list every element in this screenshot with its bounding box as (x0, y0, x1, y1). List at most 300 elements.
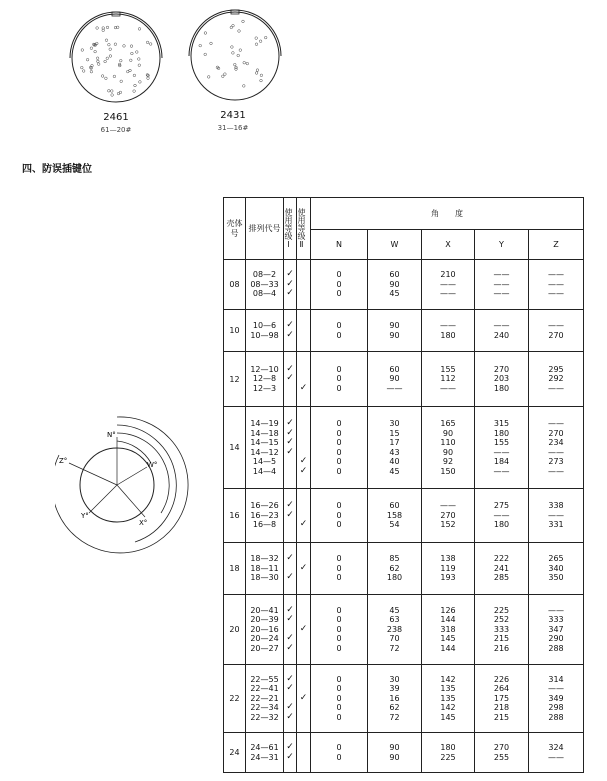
cell-code-value: 08—4 (252, 289, 277, 299)
cell-n-value: 0 (336, 419, 342, 428)
header-col-x: X (422, 230, 475, 260)
cell-z-value: 288 (548, 712, 564, 722)
contact-pin (222, 75, 225, 78)
cell-x (422, 352, 475, 407)
table-row (224, 310, 584, 352)
cell-y-value: 255 (493, 752, 510, 762)
cell-code-value: 22—41 (250, 684, 279, 694)
contact-pin (119, 91, 122, 94)
cell-x-value: —— (440, 501, 456, 511)
cell-x-value: 119 (440, 563, 456, 573)
cell-g2-value: ✓ (299, 382, 308, 393)
cell-y-value: 184 (493, 457, 510, 466)
cell-n (311, 665, 368, 733)
cell-x-value: 112 (440, 374, 456, 384)
contact-pin (264, 36, 267, 39)
cell-z (529, 489, 584, 543)
cell-g2-value (297, 331, 310, 341)
cell-g1-value: ✓ (286, 269, 294, 280)
cell-n-value: 0 (336, 321, 342, 330)
contact-pin (81, 49, 84, 52)
contact-pin (136, 51, 139, 54)
cell-w-value: 72 (389, 712, 400, 722)
cell-n-value: 0 (336, 684, 342, 694)
cell-x-value: 92 (442, 457, 454, 466)
contact-pin (106, 57, 109, 60)
cell-w-value: 90 (389, 743, 400, 752)
contact-pin (134, 84, 137, 87)
cell-n-value: 0 (336, 624, 342, 634)
cell-g2 (297, 543, 311, 595)
angle-label-n: N° (107, 431, 116, 439)
cell-w-value: 238 (386, 624, 403, 634)
cell-g1 (284, 352, 297, 407)
cell-g1-value (284, 384, 296, 394)
table-row (224, 595, 584, 665)
cell-w-value: 60 (389, 270, 400, 280)
cell-z (529, 310, 584, 352)
cell-y (475, 352, 529, 407)
cell-y-value: 180 (493, 520, 510, 530)
cell-code-value: 24—31 (250, 752, 279, 762)
cell-x-value: 135 (440, 684, 456, 694)
contact-pin (104, 60, 107, 63)
cell-code-value: 14—12 (250, 447, 279, 457)
cell-n-value: 0 (336, 554, 342, 564)
cell-n-value: 0 (336, 703, 342, 713)
contact-pin (204, 32, 207, 35)
contact-pin (235, 68, 238, 71)
cell-x-value: 180 (440, 330, 456, 340)
connector-2461-spec: 61—20# (100, 126, 132, 134)
cell-x (422, 733, 475, 773)
cell-g2-value: ✓ (299, 519, 308, 530)
contact-pin (238, 30, 241, 33)
cell-w-value: 16 (389, 693, 400, 703)
contact-pin (133, 74, 136, 77)
contact-pin (108, 90, 111, 93)
contact-pin (242, 20, 245, 23)
cell-x-value: —— (440, 321, 456, 330)
cell-y (475, 595, 529, 665)
contact-pin (114, 43, 117, 46)
cell-shell-size: 10 (224, 310, 246, 352)
cell-code-value: 14—5 (252, 457, 277, 466)
cell-n-value: 0 (336, 279, 342, 289)
contact-pin (243, 61, 246, 64)
cell-n-value: 0 (336, 374, 342, 384)
cell-z-value: 295 (548, 364, 564, 374)
cell-n (311, 595, 368, 665)
cell-g1-value: ✓ (286, 553, 294, 564)
cell-y-value: —— (493, 447, 510, 457)
cell-n (311, 489, 368, 543)
contact-pin (120, 59, 123, 62)
section-title: 四、防误插键位 (22, 164, 92, 175)
cell-y-value: —— (493, 279, 510, 289)
cell-n (311, 260, 368, 310)
contact-pin (96, 27, 99, 30)
contact-pin (246, 62, 249, 65)
cell-y (475, 543, 529, 595)
cell-z-value: —— (548, 321, 564, 330)
contact-pin (108, 43, 111, 46)
cell-g2 (297, 489, 311, 543)
contact-pin (255, 37, 258, 40)
cell-x-value: 126 (440, 605, 456, 615)
cell-z-value: —— (548, 279, 564, 289)
table-row (224, 352, 584, 407)
cell-y-value: 216 (493, 643, 510, 653)
cell-g1-value: ✓ (286, 702, 294, 713)
cell-y-value: 225 (493, 605, 510, 615)
cell-w-value: 39 (389, 684, 400, 694)
cell-g1-value (284, 467, 296, 477)
contact-pin (111, 90, 114, 93)
cell-z-value: 347 (548, 624, 564, 634)
cell-y-value: 222 (493, 554, 510, 564)
cell-z-value: 333 (548, 615, 564, 625)
cell-g1-value: ✓ (286, 711, 294, 722)
contact-pin (86, 58, 89, 61)
header-arrangement: 排列代号 (246, 198, 284, 260)
cell-g1-value: ✓ (286, 751, 294, 762)
cell-z-value: —— (548, 605, 564, 615)
cell-y-value: 275 (493, 501, 510, 511)
contact-pin (94, 50, 97, 53)
cell-y-value: 180 (493, 428, 510, 438)
cell-g1-value: ✓ (286, 500, 294, 511)
cell-y-value: 226 (493, 674, 510, 684)
cell-g1 (284, 595, 297, 665)
cell-x-value: 165 (440, 419, 456, 428)
cell-w-value: 72 (389, 643, 400, 653)
cell-y-value: 175 (493, 693, 510, 703)
cell-n-value: 0 (336, 520, 342, 530)
cell-w-value: 40 (389, 457, 400, 466)
cell-w (368, 733, 422, 773)
contact-pin (204, 53, 207, 56)
cell-x-value: 144 (440, 615, 456, 625)
cell-code-value: 16—8 (252, 520, 277, 530)
cell-n-value: 0 (336, 712, 342, 722)
header-col-z: Z (529, 230, 584, 260)
cell-y-value: 180 (493, 383, 510, 393)
cell-x (422, 489, 475, 543)
contact-pin (82, 70, 85, 73)
cell-w-value: 30 (389, 674, 400, 684)
cell-x-value: 142 (440, 703, 456, 713)
cell-code (246, 543, 284, 595)
cell-z-value: —— (548, 270, 564, 280)
contact-pin (117, 92, 120, 95)
cell-g2 (297, 595, 311, 665)
table-row (224, 543, 584, 595)
contact-pin (130, 59, 133, 62)
cell-shell-size: 24 (224, 733, 246, 773)
cell-code-value: 22—21 (250, 693, 279, 703)
cell-code-value: 14—4 (252, 466, 277, 476)
cell-y-value: 241 (493, 563, 510, 573)
header-angle: 角 度 (311, 198, 584, 230)
cell-g1-value: ✓ (286, 373, 294, 384)
contact-pin (210, 42, 213, 45)
cell-code-value: 22—34 (250, 703, 279, 713)
cell-z-value: —— (548, 419, 564, 428)
contact-pin (96, 57, 99, 60)
cell-w (368, 489, 422, 543)
cell-code-value: 22—32 (250, 712, 279, 722)
cell-w-value: 30 (389, 419, 400, 428)
cell-x (422, 595, 475, 665)
contact-pin (97, 63, 100, 66)
cell-z-value: 290 (548, 634, 564, 644)
cell-shell-size: 12 (224, 352, 246, 407)
cell-z-value: 314 (548, 674, 564, 684)
cell-code-value: 14—15 (250, 438, 279, 447)
cell-y-value: —— (493, 321, 510, 330)
cell-n-value: 0 (336, 466, 342, 476)
contact-pin (130, 45, 133, 48)
contact-pin (232, 52, 235, 55)
contact-pin (123, 45, 126, 48)
cell-z-value: 298 (548, 703, 564, 713)
cell-z-value: —— (548, 289, 564, 299)
cell-g1-value: ✓ (286, 288, 294, 299)
cell-y (475, 489, 529, 543)
contact-pin (138, 64, 141, 67)
cell-g1 (284, 665, 297, 733)
cell-code-value: 20—24 (250, 634, 279, 644)
cell-w-value: 90 (389, 279, 400, 289)
cell-g1-value: ✓ (286, 363, 294, 374)
table-row (224, 665, 584, 733)
cell-n-value: 0 (336, 634, 342, 644)
cell-g2 (297, 407, 311, 489)
cell-code-value: 14—18 (250, 428, 279, 438)
contact-pin (90, 47, 93, 50)
cell-w-value: 43 (389, 447, 400, 457)
cell-z-value: —— (548, 447, 564, 457)
cell-w-value: 90 (389, 321, 400, 330)
table-row (224, 733, 584, 773)
cell-x-value: 150 (440, 466, 456, 476)
cell-g1-value: ✓ (286, 446, 294, 457)
contact-pin (81, 66, 84, 69)
cell-g2 (297, 310, 311, 352)
cell-code-value: 16—23 (250, 510, 279, 520)
contact-pin (224, 73, 227, 76)
cell-g1-value: ✓ (286, 742, 294, 752)
cell-g2 (297, 260, 311, 310)
cell-z-value: 350 (548, 573, 564, 583)
cell-code-value: 20—27 (250, 643, 279, 653)
cell-n-value: 0 (336, 563, 342, 573)
contact-pin (147, 74, 150, 77)
contact-pin (234, 63, 237, 66)
cell-w-value: 62 (389, 703, 400, 713)
cell-w (368, 310, 422, 352)
cell-w (368, 407, 422, 489)
cell-w (368, 543, 422, 595)
contact-pin (106, 26, 109, 29)
cell-n (311, 310, 368, 352)
keying-angle-diagram (55, 415, 195, 560)
cell-w-value: 70 (389, 634, 400, 644)
cell-g2-value (297, 573, 310, 583)
contact-pin (255, 43, 258, 46)
cell-y-value: 218 (493, 703, 510, 713)
cell-g1 (284, 407, 297, 489)
cell-n-value: 0 (336, 693, 342, 703)
cell-w-value: 45 (389, 289, 400, 299)
cell-y-value: —— (493, 270, 510, 280)
cell-shell-size: 08 (224, 260, 246, 310)
cell-g1 (284, 260, 297, 310)
cell-code (246, 733, 284, 773)
cell-g1-value: ✓ (286, 320, 294, 330)
cell-shell-size: 22 (224, 665, 246, 733)
contact-pin (256, 69, 259, 72)
contact-pin (149, 43, 152, 46)
connector-2431-face (183, 4, 287, 108)
cell-x (422, 407, 475, 489)
cell-g1 (284, 310, 297, 352)
contact-pin (138, 58, 141, 61)
header-col-n: N (311, 230, 368, 260)
cell-shell-size: 18 (224, 543, 246, 595)
header-grade-2: 使用等级Ⅱ (297, 208, 306, 249)
cell-w-value: 90 (389, 374, 400, 384)
cell-g1-value: ✓ (286, 642, 294, 653)
cell-y-value: 215 (493, 634, 510, 644)
contact-pin (243, 85, 246, 88)
cell-code-value: 10—6 (252, 321, 277, 330)
cell-x (422, 260, 475, 310)
cell-n (311, 543, 368, 595)
cell-z (529, 733, 584, 773)
cell-n-value: 0 (336, 643, 342, 653)
cell-y (475, 665, 529, 733)
cell-y (475, 407, 529, 489)
keying-angle-table (223, 197, 584, 773)
cell-z-value: —— (548, 684, 564, 694)
cell-w (368, 665, 422, 733)
cell-g2-value: ✓ (299, 456, 308, 466)
contact-pin (113, 75, 116, 78)
angle-label-w: W° (147, 461, 158, 469)
contact-pin (133, 90, 136, 93)
cell-w-value: 17 (389, 438, 400, 447)
table-row (224, 407, 584, 489)
contact-pin (111, 94, 114, 97)
cell-code (246, 665, 284, 733)
contact-pin (109, 48, 112, 51)
cell-g1-value: ✓ (286, 437, 294, 447)
contact-pin (260, 74, 263, 77)
cell-y-value: 252 (493, 615, 510, 625)
cell-x-value: 270 (440, 510, 456, 520)
cell-n-value: 0 (336, 270, 342, 280)
cell-z-value: 270 (548, 428, 564, 438)
cell-w-value: 15 (389, 428, 400, 438)
cell-shell-size: 14 (224, 407, 246, 489)
cell-w-value: 54 (389, 520, 400, 530)
cell-g1-value: ✓ (286, 673, 294, 684)
cell-w (368, 595, 422, 665)
cell-code-value: 20—39 (250, 615, 279, 625)
cell-g1 (284, 489, 297, 543)
cell-y-value: 333 (493, 624, 510, 634)
cell-n-value: 0 (336, 438, 342, 447)
cell-code-value: 18—30 (250, 573, 279, 583)
cell-g2 (297, 733, 311, 773)
contact-pin (207, 76, 210, 79)
cell-code (246, 352, 284, 407)
contact-pin (127, 70, 130, 73)
contact-pin (232, 24, 235, 27)
cell-n (311, 352, 368, 407)
cell-code-value: 10—98 (250, 330, 279, 340)
contact-pin (138, 28, 141, 31)
cell-z-value: 324 (548, 743, 564, 752)
cell-z (529, 665, 584, 733)
cell-x-value: —— (440, 289, 456, 299)
cell-w-value: 158 (386, 510, 403, 520)
contact-pin (109, 55, 112, 58)
cell-z-value: 288 (548, 643, 564, 653)
cell-n-value: 0 (336, 447, 342, 457)
cell-n-value: 0 (336, 510, 342, 520)
contact-pin (260, 79, 263, 82)
cell-w-value: 60 (389, 501, 400, 511)
cell-g1-value: ✓ (286, 633, 294, 644)
cell-z-value: —— (548, 383, 564, 393)
cell-n-value: 0 (336, 752, 342, 762)
cell-g2-value (297, 289, 310, 299)
cell-n (311, 733, 368, 773)
cell-y (475, 310, 529, 352)
cell-z (529, 352, 584, 407)
cell-z-value: 234 (548, 438, 564, 447)
cell-x (422, 543, 475, 595)
cell-g2-value (297, 753, 310, 763)
cell-g1 (284, 543, 297, 595)
cell-x-value: 152 (440, 520, 456, 530)
cell-g2-value: ✓ (299, 465, 308, 476)
cell-z-value: 338 (548, 501, 564, 511)
cell-z-value: 340 (548, 563, 564, 573)
cell-y-value: 203 (493, 374, 510, 384)
cell-shell-size: 16 (224, 489, 246, 543)
contact-pin (231, 46, 234, 49)
cell-code-value: 08—2 (252, 270, 277, 280)
cell-z-value: —— (548, 752, 564, 762)
cell-z-value: 270 (548, 330, 564, 340)
cell-code-value: 08—33 (250, 279, 279, 289)
cell-code (246, 595, 284, 665)
cell-n-value: 0 (336, 605, 342, 615)
cell-code-value: 24—61 (250, 743, 279, 752)
contact-pin (147, 77, 150, 80)
cell-z-value: —— (548, 510, 564, 520)
cell-code-value: 20—41 (250, 605, 279, 615)
cell-code-value: 18—32 (250, 554, 279, 564)
cell-w-value: 60 (389, 364, 400, 374)
contact-pin (120, 80, 123, 83)
cell-y-value: 264 (493, 684, 510, 694)
cell-x-value: 144 (440, 643, 456, 653)
